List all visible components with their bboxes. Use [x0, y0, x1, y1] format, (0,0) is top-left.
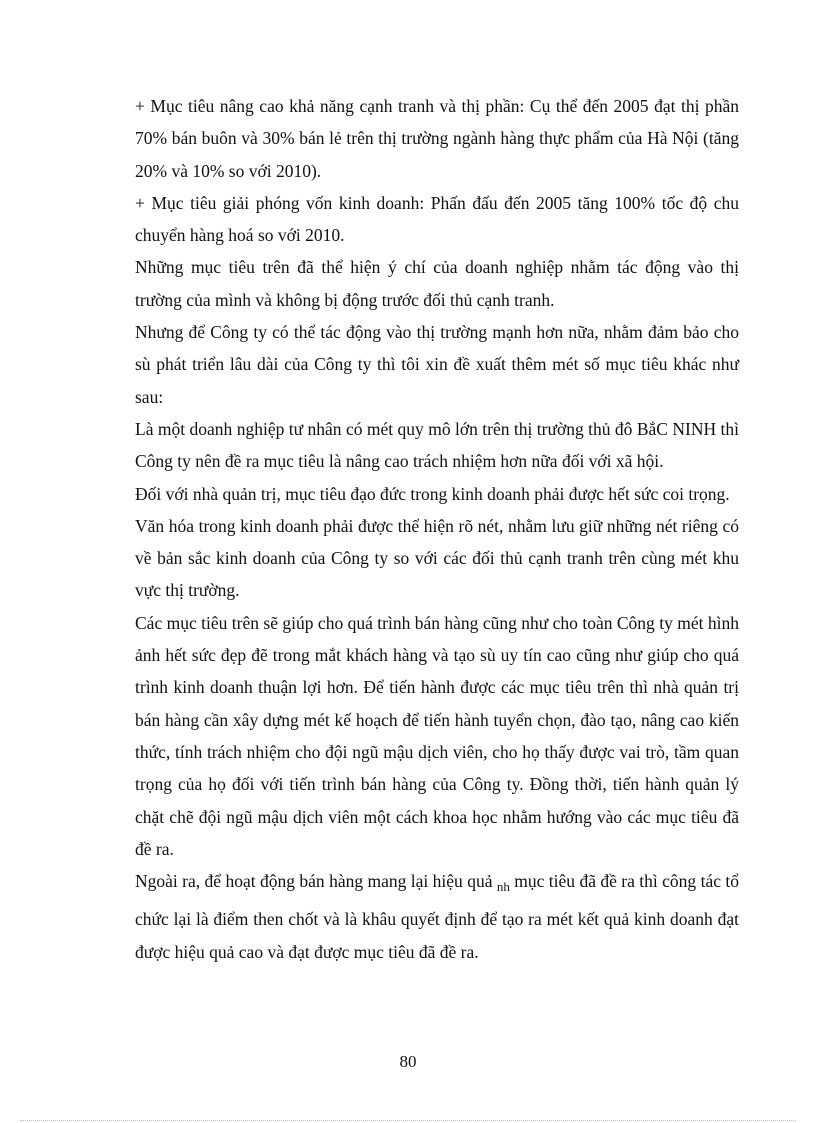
paragraph-additional-goals-intro: Nhưng để Công ty có thể tác động vào thị trường mạnh hơn nữa, nhằm đảm bảo cho sù phát triển lâu dài của Công ty thì tôi xin đề xuất thêm mét số mục tiêu khác như sau: — [135, 322, 739, 407]
paragraph-organization-end: mục tiêu đã đề ra thì công tác tổ chức lại là điểm then chốt và là khâu quyết định để tạo ra mét kết quả kinh doanh đạt được hiệu quả cao và đạt được mục tiêu đã đề ra. — [135, 871, 739, 962]
paragraph-staff-development: Các mục tiêu trên sẽ giúp cho quá trình bán hàng cũng như cho toàn Công ty mét hình ảnh hết sức đẹp đẽ trong mắt khách hàng và tạo sù uy tín cao cũng như giúp cho quá trình kinh doanh thuận lợi hơn. Để tiến hành được các mục tiêu trên thì nhà quản trị bán hàng cần xây dựng mét kế hoạch để tiến hành tuyển chọn, đào tạo, nâng cao kiến thức, tính trách nhiệm cho đội ngũ mậu dịch viên, cho họ thấy được vai trò, tầm quan trọng của họ đối với tiến trình bán hàng của Công ty. Đồng thời, tiến hành quản lý chặt chẽ đội ngũ mậu dịch viên một cách khoa học nhằm hướng vào các mục tiêu đã đề ra. — [135, 612, 739, 859]
footer-dotted-rule — [20, 1120, 796, 1121]
paragraph-ethics: Đối với nhà quản trị, mục tiêu đạo đức trong kinh doanh phải được hết sức coi trọng. — [135, 483, 730, 504]
paragraph-organization-start: Ngoài ra, để hoạt động bán hàng mang lại hiệu quả — [135, 871, 497, 892]
paragraph-goals-summary: Những mục tiêu trên đã thể hiện ý chí của doanh nghiệp nhằm tác động vào thị trường của mình và không bị động trước đối thủ cạnh tranh. — [135, 257, 739, 310]
paragraph-social-responsibility: Là một doanh nghiệp tư nhân có mét quy mô lớn trên thị trường thủ đô BắC NINH thì Công ty nên đề ra mục tiêu là nâng cao trách nhiệm hơn nữa đối với xã hội. — [135, 418, 739, 472]
paragraph-capital-goal: + Mục tiêu giải phóng vốn kinh doanh: Phấn đấu đến 2005 tăng 100% tốc độ chu chuyển hàng hoá so với 2010. — [135, 192, 739, 246]
paragraph-market-share-goal: + Mục tiêu nâng cao khả năng cạnh tranh và thị phần: Cụ thể đến 2005 đạt thị phần 70% bán buôn và 30% bán lẻ trên thị trường ngành hàng thực phẩm của Hà Nội (tăng 20% và 10% so với 2010). — [135, 96, 739, 181]
subscript-fragment: nh — [496, 879, 510, 895]
page-number: 80 — [399, 1052, 417, 1071]
paragraph-organization — [135, 865, 739, 968]
body-text — [135, 90, 739, 968]
paragraph-business-culture: Văn hóa trong kinh doanh phải được thể hiện rõ nét, nhằm lưu giữ những nét riêng có về bản sắc kinh doanh của Công ty so với các đối thủ cạnh tranh trên cùng mét khu vực thị trường. — [135, 515, 739, 601]
